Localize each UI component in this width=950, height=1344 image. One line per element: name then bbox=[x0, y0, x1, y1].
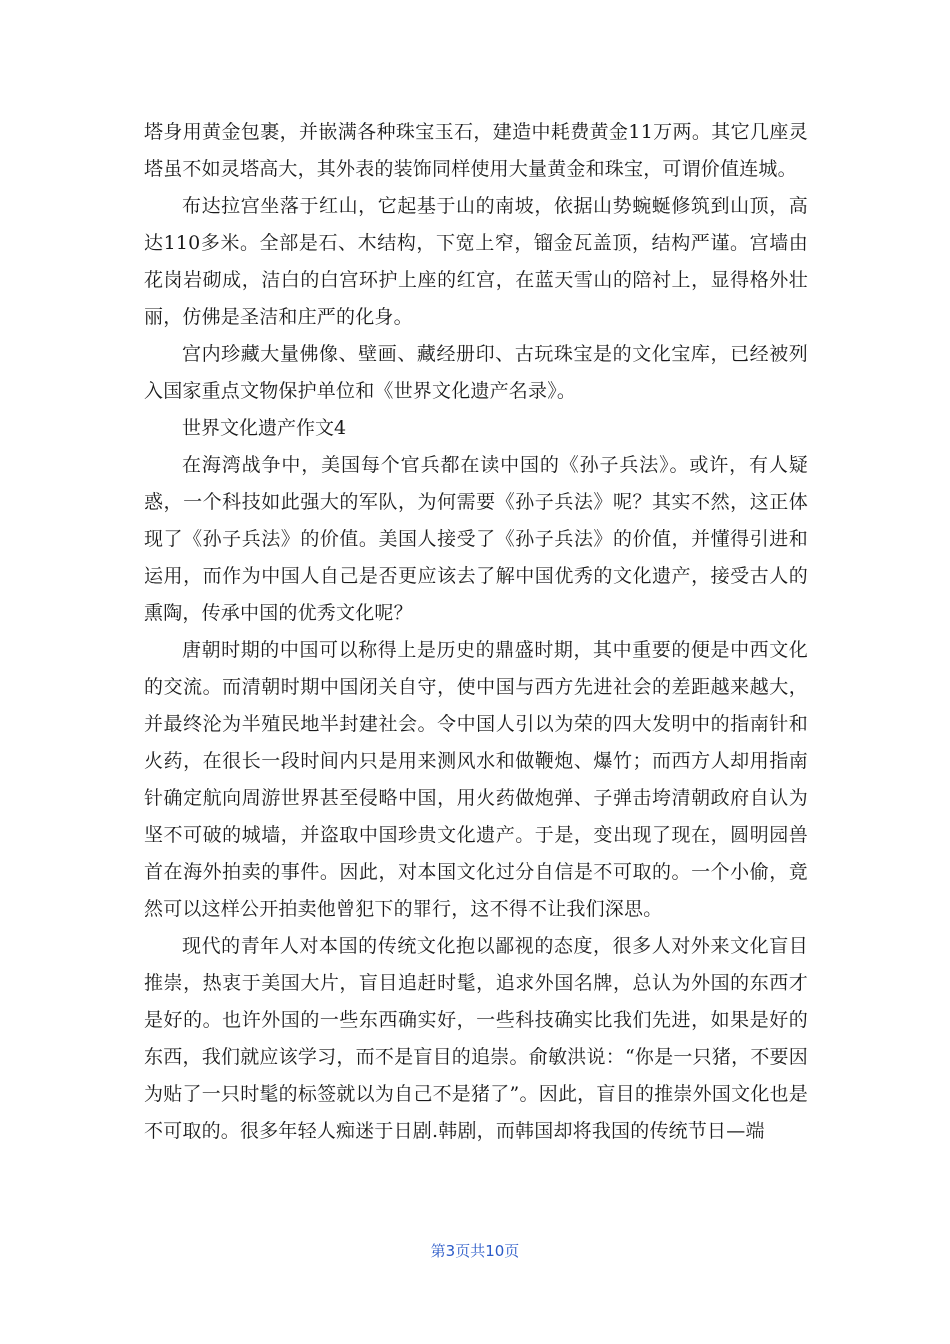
paragraph-tang-qing-history: 唐朝时期的中国可以称得上是历史的鼎盛时期，其中重要的便是中西文化的交流。而清朝时期中国闭关自守，使中国与西方先进社会的差距越来越大，并最终沦为半殖民地半封建社会。令中国人引以为荣的四大发明中的指南针和火药，在很长一段时间内只是用来测风水和做鞭炮、爆竹；而西方人却用指南针确定航向周游世界甚至侵略中国，用火药做炮弹、子弹击垮清朝政府自认为坚不可破的城墙，并盗取中国珍贵文化遗产。于是，变出现了现在，圆明园兽首在海外拍卖的事件。因此，对本国文化过分自信是不可取的。一个小偷，竟然可以这样公开拍卖他曾犯下的罪行，这不得不让我们深思。 bbox=[144, 639, 808, 920]
section-heading: 世界文化遗产作文4 bbox=[182, 417, 347, 439]
paragraph-continued: 塔身用黄金包裹，并嵌满各种珠宝玉石，建造中耗费黄金11万两。其它几座灵塔虽不如灵塔高大，其外表的装饰同样使用大量黄金和珠宝，可谓价值连城。 bbox=[144, 121, 808, 180]
paragraph-modern-youth: 现代的青年人对本国的传统文化抱以鄙视的态度，很多人对外来文化盲目推崇，热衷于美国大片，盲目追赶时髦，追求外国名牌，总认为外国的东西才是好的。也许外国的一些东西确实好，一些科技确实比我们先进，如果是好的东西，我们就应该学习，而不是盲目的追崇。俞敏洪说：“你是一只猪，不要因为贴了一只时髦的标签就以为自己不是猪了”。因此，盲目的推崇外国文化也是不可取的。很多年轻人痴迷于日剧.韩剧，而韩国却将我国的传统节日—端 bbox=[144, 935, 808, 1142]
paragraph-palace-treasures: 宫内珍藏大量佛像、壁画、藏经册印、古玩珠宝是的文化宝库，已经被列入国家重点文物保护单位和《世界文化遗产名录》。 bbox=[144, 343, 808, 402]
page-number-footer: 第3页共10页 bbox=[430, 1242, 520, 1260]
paragraph-potala-palace: 布达拉宫坐落于红山，它起基于山的南坡，依据山势蜿蜒修筑到山顶，高达110多米。全部是石、木结构，下宽上窄，镏金瓦盖顶，结构严谨。宫墙由花岗岩砌成，洁白的白宫环护上座的红宫，在蓝天雪山的陪衬上，显得格外壮丽，仿佛是圣洁和庄严的化身。 bbox=[144, 195, 808, 328]
paragraph-art-of-war: 在海湾战争中，美国每个官兵都在读中国的《孙子兵法》。或许，有人疑惑，一个科技如此强大的军队，为何需要《孙子兵法》呢？其实不然，这正体现了《孙子兵法》的价值。美国人接受了《孙子兵法》的价值，并懂得引进和运用，而作为中国人自己是否更应该去了解中国优秀的文化遗产，接受古人的熏陶，传承中国的优秀文化呢？ bbox=[144, 454, 808, 624]
document-body bbox=[144, 114, 808, 1150]
